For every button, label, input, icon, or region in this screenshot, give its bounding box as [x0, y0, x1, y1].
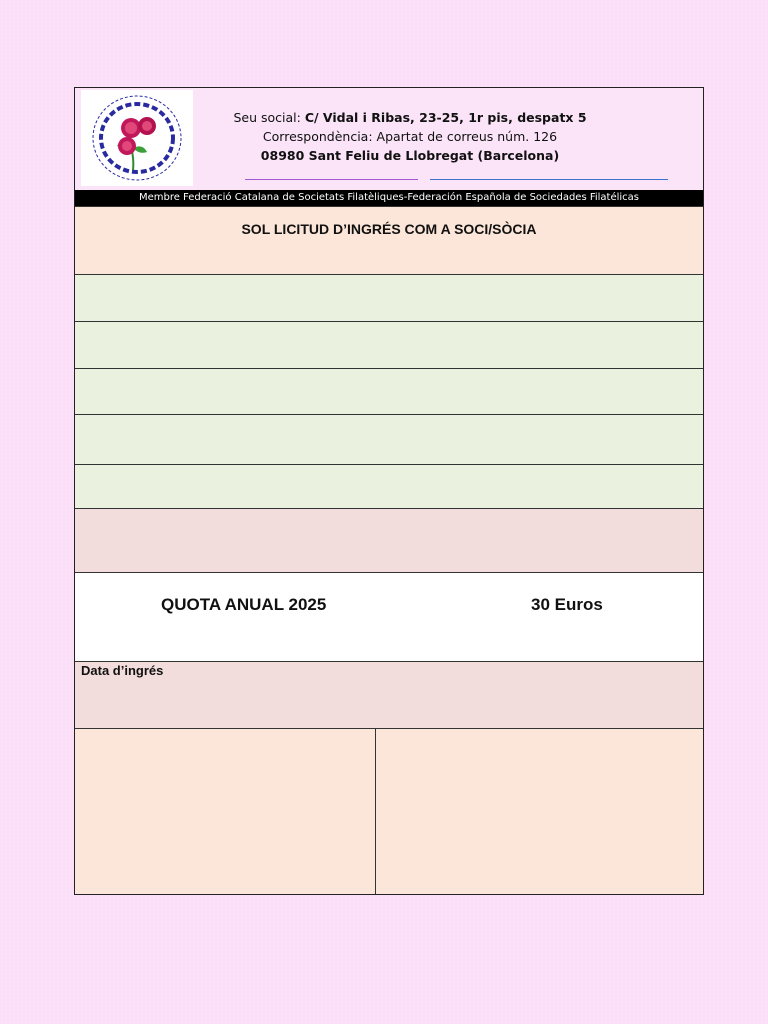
membership-form	[74, 87, 704, 895]
decorative-rule-purple	[245, 179, 418, 180]
input-row-4[interactable]	[75, 414, 703, 464]
address-line-3: 08980 Sant Feliu de Llobregat (Barcelona)	[260, 148, 560, 163]
quota-amount: 30 Euros	[531, 595, 603, 614]
society-logo	[81, 90, 193, 186]
address-block	[225, 108, 595, 165]
input-row-1[interactable]	[75, 274, 703, 321]
form-title: SOL LICITUD D’INGRÉS COM A SOCI/SÒCIA	[241, 221, 537, 237]
signature-box-left[interactable]	[75, 729, 376, 894]
address-line-2: Correspondència: Apartat de correus núm. 126	[262, 129, 558, 144]
input-row-5[interactable]	[75, 464, 703, 508]
quota-label: QUOTA ANUAL 2025	[161, 595, 327, 614]
title-row	[75, 206, 703, 274]
decorative-rule-blue	[430, 179, 668, 180]
input-row-3[interactable]	[75, 368, 703, 414]
quota-row	[75, 572, 703, 661]
address-line-1	[225, 108, 595, 127]
rose-emblem-icon	[81, 90, 193, 186]
address-line-1-label: Seu social:	[233, 110, 305, 125]
federation-membership-bar: Membre Federació Catalana de Societats Filatèliques-Federación Española de Sociedades Filatélicas	[75, 190, 703, 206]
signature-row	[75, 728, 703, 894]
address-line-1-value: C/ Vidal i Ribas, 23-25, 1r pis, despatx 5	[304, 110, 587, 125]
signature-box-right[interactable]	[376, 729, 703, 894]
date-label: Data d’ingrés	[81, 663, 164, 678]
date-row[interactable]	[75, 661, 703, 728]
form-header	[75, 88, 703, 190]
input-row-6[interactable]	[75, 508, 703, 572]
input-row-2[interactable]	[75, 321, 703, 368]
